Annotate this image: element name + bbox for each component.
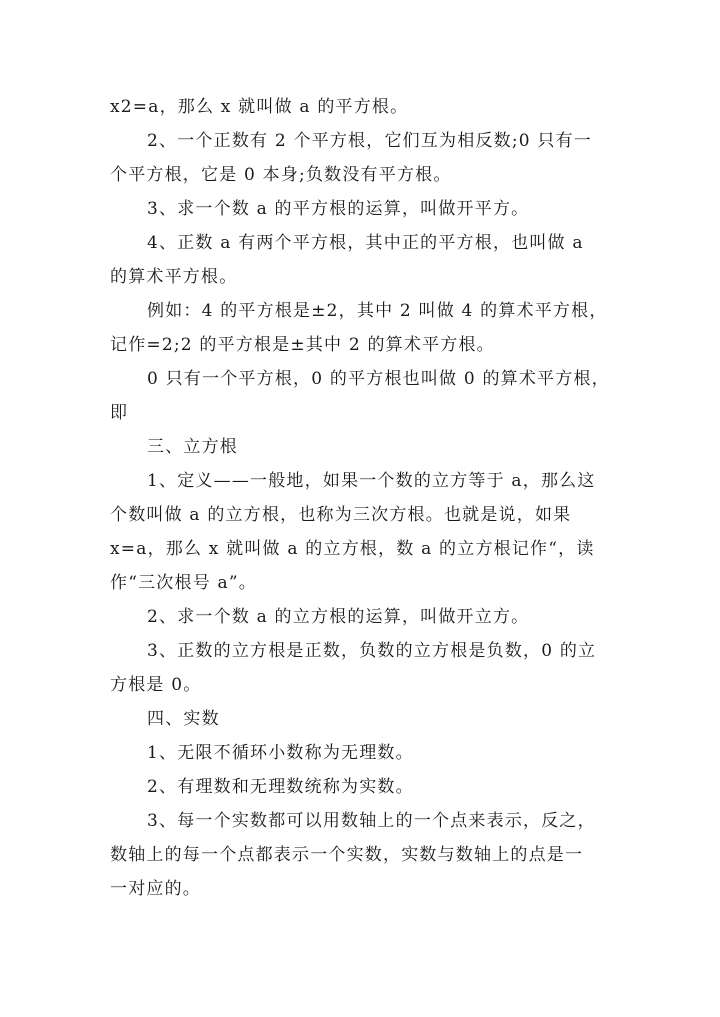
document-body	[110, 90, 630, 906]
text-line: x=a，那么 x 就叫做 a 的立方根，数 a 的立方根记作“，读	[110, 539, 595, 559]
text-line: 记作=2;2 的平方根是±其中 2 的算术平方根。	[110, 335, 495, 355]
text-line: 3、每一个实数都可以用数轴上的一个点来表示，反之，	[147, 811, 596, 831]
text-line: 的算术平方根。	[110, 267, 238, 287]
text-line: 作“三次根号 a”。	[110, 573, 257, 593]
text-line: 方根是 0。	[110, 675, 202, 695]
section-heading: 四、实数	[147, 709, 220, 729]
text-line: 1、定义——一般地，如果一个数的立方等于 a，那么这	[147, 471, 596, 491]
text-line: 2、求一个数 a 的立方根的运算，叫做开立方。	[147, 607, 530, 627]
text-line: 4、正数 a 有两个平方根，其中正的平方根，也叫做 a	[147, 233, 584, 253]
section-heading: 三、立方根	[147, 437, 238, 457]
text-line: 1、无限不循环小数称为无理数。	[147, 743, 414, 763]
text-line: x2=a，那么 x 就叫做 a 的平方根。	[110, 97, 409, 117]
text-line: 一对应的。	[110, 879, 201, 899]
text-line: 即	[110, 403, 129, 423]
text-line: 0 只有一个平方根，0 的平方根也叫做 0 的算术平方根，	[147, 369, 610, 389]
text-line: 个平方根，它是 0 本身;负数没有平方根。	[110, 165, 452, 185]
text-line: 2、一个正数有 2 个平方根，它们互为相反数;0 只有一	[147, 131, 592, 151]
text-line: 例如：4 的平方根是±2，其中 2 叫做 4 的算术平方根，	[147, 301, 608, 321]
text-line: 数轴上的每一个点都表示一个实数，实数与数轴上的点是一	[110, 845, 584, 865]
text-line: 个数叫做 a 的立方根，也称为三次方根。也就是说，如果	[110, 505, 572, 525]
text-line: 3、正数的立方根是正数，负数的立方根是负数，0 的立	[147, 641, 597, 661]
text-line: 3、求一个数 a 的平方根的运算，叫做开平方。	[147, 199, 530, 219]
text-line: 2、有理数和无理数统称为实数。	[147, 777, 414, 797]
